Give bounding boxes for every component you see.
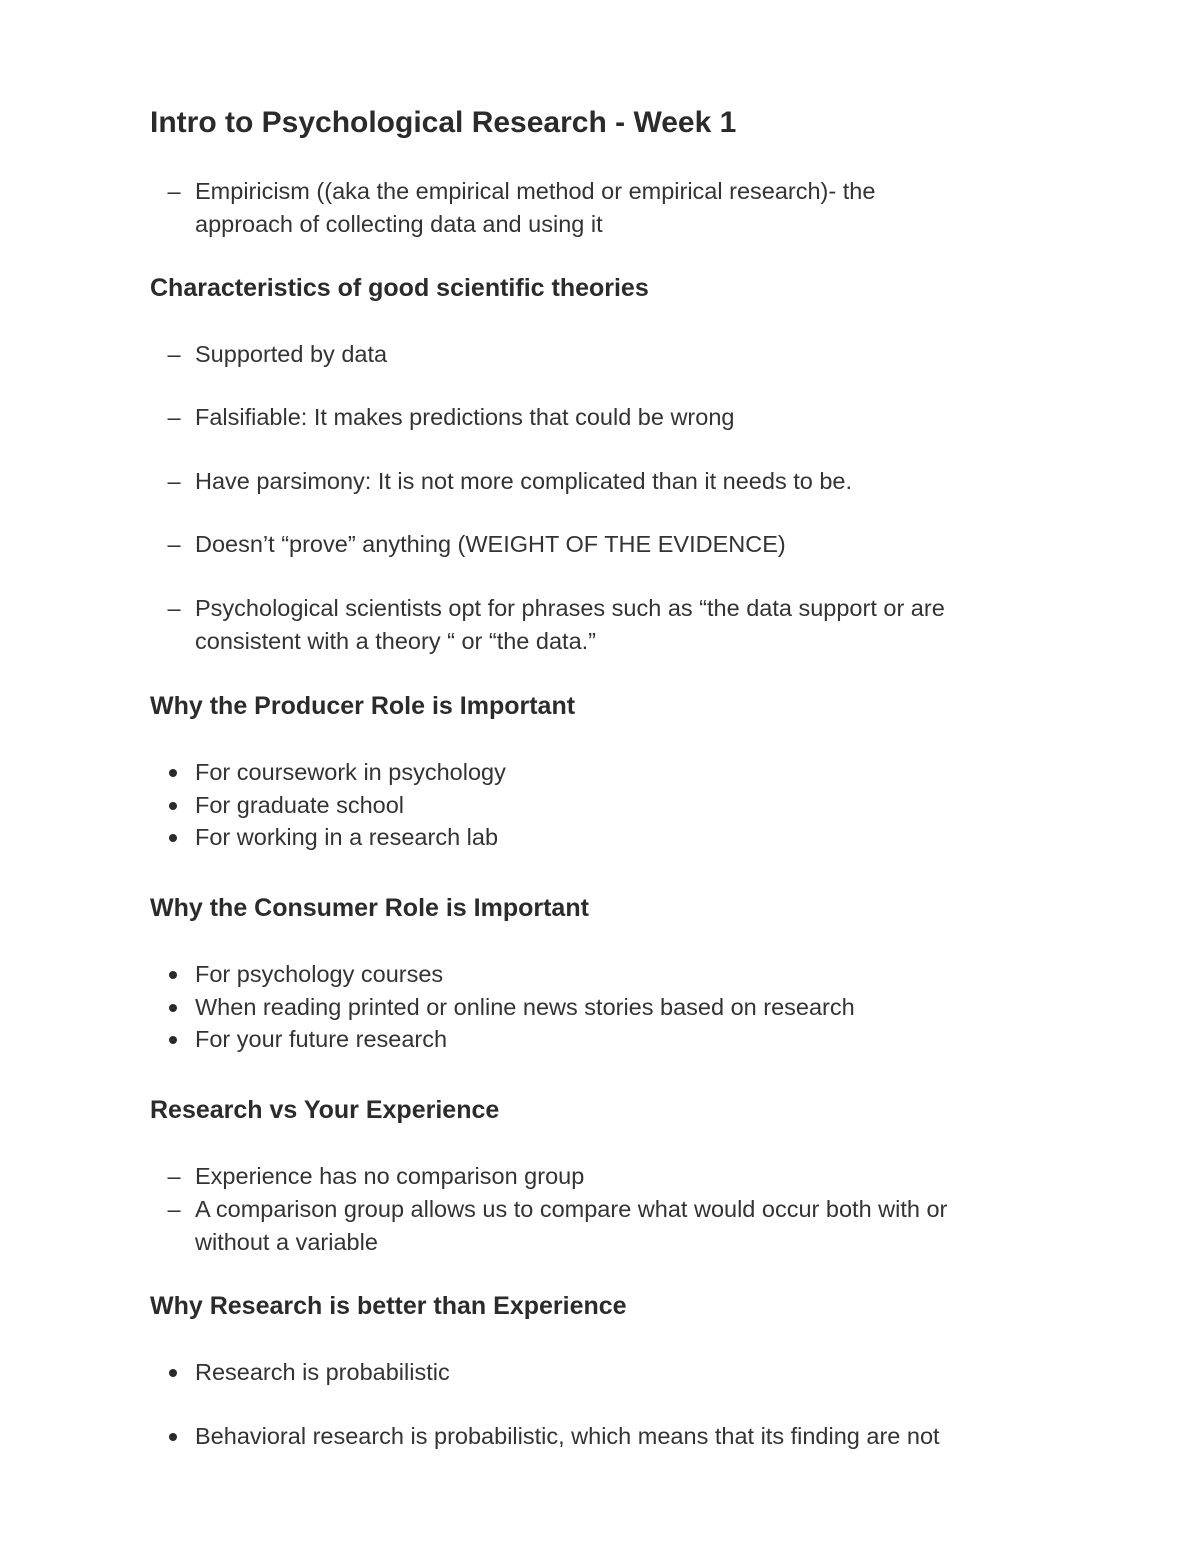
dash-marker: – bbox=[167, 468, 181, 494]
list-item-text: Doesn’t “prove” anything (WEIGHT OF THE EVIDENCE) bbox=[195, 531, 786, 557]
bullet-dot bbox=[169, 802, 177, 810]
list-item-text-continued: approach of collecting data and using it bbox=[195, 211, 603, 237]
section-heading-characteristics: Characteristics of good scientific theories bbox=[150, 274, 649, 302]
dash-marker: – bbox=[167, 341, 181, 367]
list-item-text: Empiricism ((aka the empirical method or empirical research)- the bbox=[195, 178, 876, 204]
list-item-text: Behavioral research is probabilistic, which means that its finding are not bbox=[195, 1423, 940, 1449]
section-heading-consumer-role: Why the Consumer Role is Important bbox=[150, 894, 589, 922]
list-item-text: Experience has no comparison group bbox=[195, 1163, 585, 1189]
bullet-dot bbox=[169, 1036, 177, 1044]
list-item-text: Research is probabilistic bbox=[195, 1359, 450, 1385]
section-heading-research-vs-experience: Research vs Your Experience bbox=[150, 1096, 500, 1124]
dash-marker: – bbox=[167, 1196, 181, 1222]
list-item-text-continued: consistent with a theory “ or “the data.” bbox=[195, 628, 596, 654]
list-item-text: Psychological scientists opt for phrases such as “the data support or are bbox=[195, 595, 945, 621]
dash-marker: – bbox=[167, 595, 181, 621]
list-item-text: When reading printed or online news stories based on research bbox=[195, 994, 855, 1020]
list-item-text: For working in a research lab bbox=[195, 824, 499, 850]
document-title: Intro to Psychological Research - Week 1 bbox=[150, 106, 737, 139]
dash-marker: – bbox=[167, 178, 181, 204]
list-item-text: Supported by data bbox=[195, 341, 388, 367]
bullet-dot bbox=[169, 971, 177, 979]
list-item-text: Falsifiable: It makes predictions that could be wrong bbox=[195, 404, 735, 430]
bullet-dot bbox=[169, 1433, 177, 1441]
dash-marker: – bbox=[167, 531, 181, 557]
list-item-text: Have parsimony: It is not more complicated than it needs to be. bbox=[195, 468, 853, 494]
list-item-text: For your future research bbox=[195, 1026, 448, 1052]
list-item-text: For graduate school bbox=[195, 792, 405, 818]
list-item-text: For psychology courses bbox=[195, 961, 444, 987]
section-heading-research-better: Why Research is better than Experience bbox=[150, 1292, 627, 1320]
bullet-dot bbox=[169, 769, 177, 777]
bullet-dot bbox=[169, 834, 177, 842]
bullet-dot bbox=[169, 1004, 177, 1012]
list-item-text: A comparison group allows us to compare what would occur both with or bbox=[195, 1196, 948, 1222]
bullet-dot bbox=[169, 1369, 177, 1377]
list-item-text: For coursework in psychology bbox=[195, 759, 506, 785]
section-heading-producer-role: Why the Producer Role is Important bbox=[150, 692, 576, 720]
dash-marker: – bbox=[167, 1163, 181, 1189]
dash-marker: – bbox=[167, 404, 181, 430]
list-item-text-continued: without a variable bbox=[195, 1229, 378, 1255]
